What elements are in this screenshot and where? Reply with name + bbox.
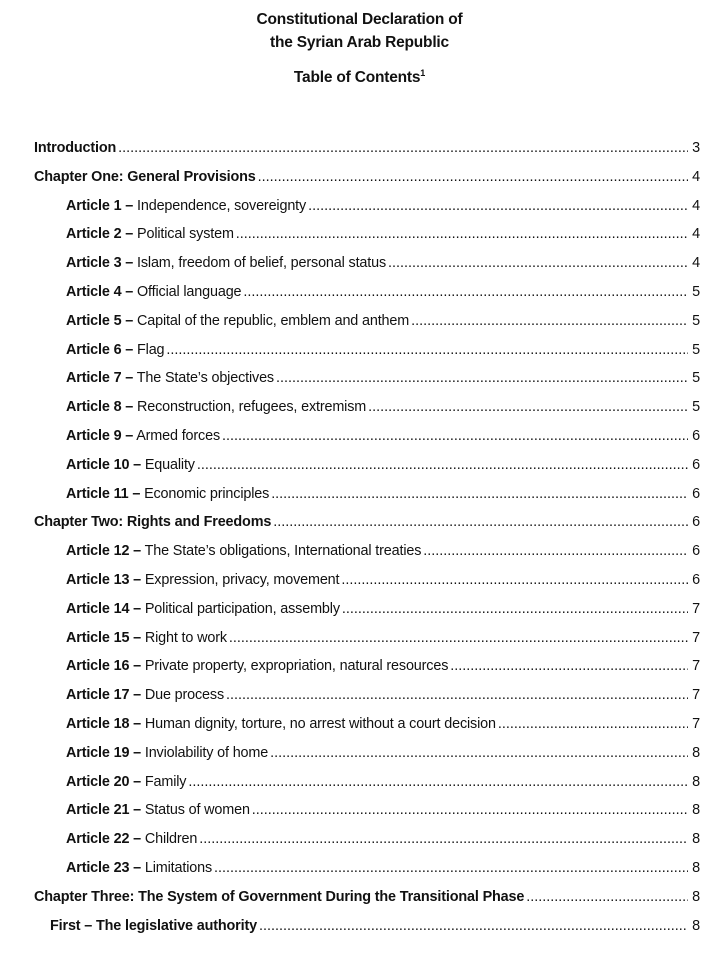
toc-entry-article[interactable] xyxy=(34,652,700,681)
toc-entry-title: Political system xyxy=(137,226,234,243)
toc-entry-page: 4 xyxy=(692,168,700,185)
toc-entry-label: Introduction xyxy=(34,140,117,156)
toc-entry-page: 8 xyxy=(692,888,700,905)
toc-entry-article[interactable] xyxy=(34,451,700,480)
toc-entry-page: 7 xyxy=(692,687,700,704)
toc-leader-dots xyxy=(243,278,688,307)
toc-entry-title: Family xyxy=(144,773,187,790)
toc-entry-page: 8 xyxy=(692,802,700,819)
toc-entry-label xyxy=(66,710,496,739)
toc-entry-number: Article 16 – xyxy=(66,658,141,675)
toc-entry-page: 6 xyxy=(692,456,700,473)
toc-leader-dots xyxy=(199,825,688,854)
toc-leader-dots xyxy=(423,537,688,566)
toc-entry-title: The State’s objectives xyxy=(136,370,274,387)
toc-leader-dots xyxy=(273,508,688,537)
toc-entry-title: Private property, expropriation, natural resources xyxy=(144,658,449,675)
toc-entry-title: Inviolability of home xyxy=(144,744,269,761)
toc-leader-dots xyxy=(222,422,688,451)
toc-entry-page: 4 xyxy=(692,197,700,214)
toc-entry-title: Economic principles xyxy=(144,485,270,502)
toc-entry-page: 6 xyxy=(692,543,700,560)
toc-entry-article[interactable] xyxy=(34,854,700,883)
toc-entry-label xyxy=(66,364,274,393)
toc-entry-article[interactable] xyxy=(34,393,700,422)
toc-leader-dots xyxy=(252,796,688,825)
toc-leader-dots xyxy=(188,768,688,797)
toc-entry-page: 5 xyxy=(692,370,700,387)
toc-entry-number: Article 1 – xyxy=(66,197,134,214)
toc-entry-label xyxy=(66,480,269,509)
toc-entry-label xyxy=(66,796,250,825)
toc-entry-page: 7 xyxy=(692,715,700,732)
toc-leader-dots xyxy=(276,364,688,393)
toc-entry-number: Article 23 – xyxy=(66,859,141,876)
toc-entry-label xyxy=(66,537,421,566)
toc-entry-section[interactable] xyxy=(34,912,700,941)
toc-leader-dots xyxy=(118,134,688,163)
toc-entry-title: Armed forces xyxy=(136,427,220,444)
toc-entry-number: Article 2 – xyxy=(66,226,134,243)
toc-entry-page: 8 xyxy=(692,859,700,876)
toc-entry-label xyxy=(66,336,164,365)
toc-entry-article[interactable] xyxy=(34,566,700,595)
toc-entry-article[interactable] xyxy=(34,192,700,221)
toc-entry-article[interactable] xyxy=(34,710,700,739)
toc-entry-number: Article 22 – xyxy=(66,831,141,848)
toc-entry-section[interactable] xyxy=(34,508,700,537)
toc-entry-label xyxy=(66,825,197,854)
toc-leader-dots xyxy=(342,595,688,624)
toc-entry-title: Due process xyxy=(144,687,224,704)
toc-entry-label xyxy=(66,624,227,653)
toc-entry-article[interactable] xyxy=(34,307,700,336)
toc-leader-dots xyxy=(450,652,688,681)
toc-entry-number: Article 17 – xyxy=(66,687,141,704)
table-of-contents xyxy=(34,134,700,940)
toc-entry-label xyxy=(66,278,241,307)
toc-entry-title: Status of women xyxy=(144,802,250,819)
toc-entry-label xyxy=(66,854,212,883)
toc-entry-page: 6 xyxy=(692,514,700,531)
toc-entry-title: Flag xyxy=(137,341,165,358)
toc-leader-dots xyxy=(368,393,688,422)
toc-leader-dots xyxy=(388,249,688,278)
toc-entry-article[interactable] xyxy=(34,249,700,278)
document-title-line-1: Constitutional Declaration of xyxy=(256,11,463,28)
toc-leader-dots xyxy=(526,883,688,912)
document-header xyxy=(0,8,719,87)
toc-entry-section[interactable] xyxy=(34,163,700,192)
toc-leader-dots xyxy=(308,192,688,221)
toc-entry-page: 8 xyxy=(692,773,700,790)
toc-entry-page: 3 xyxy=(692,140,700,156)
toc-entry-title: Capital of the republic, emblem and anthem xyxy=(137,312,410,329)
toc-leader-dots xyxy=(270,739,688,768)
toc-entry-number: Article 4 – xyxy=(66,283,134,300)
toc-leader-dots xyxy=(498,710,688,739)
toc-entry-number: Article 21 – xyxy=(66,802,141,819)
toc-entry-title: Reconstruction, refugees, extremism xyxy=(137,399,367,416)
footnote-marker: 1 xyxy=(420,67,426,78)
toc-entry-page: 6 xyxy=(692,485,700,502)
toc-entry-article[interactable] xyxy=(34,364,700,393)
toc-entry-page: 6 xyxy=(692,571,700,588)
toc-heading-text: Table of Contents xyxy=(293,69,421,86)
toc-leader-dots xyxy=(259,912,688,941)
toc-entry-page: 8 xyxy=(692,831,700,848)
toc-entry-section[interactable] xyxy=(34,883,700,912)
toc-entry-number: Article 20 – xyxy=(66,773,141,790)
toc-entry-number: Article 8 – xyxy=(66,399,134,416)
toc-entry-title: Islam, freedom of belief, personal status xyxy=(137,255,387,272)
toc-entry-page: 5 xyxy=(692,399,700,416)
document-title-line-2: the Syrian Arab Republic xyxy=(270,34,449,51)
toc-entry-page: 4 xyxy=(692,226,700,243)
toc-entry-article[interactable] xyxy=(34,278,700,307)
toc-entry-number: Article 6 – xyxy=(66,341,134,358)
toc-entry-number: Article 12 – xyxy=(66,543,141,560)
toc-entry-label xyxy=(66,652,448,681)
toc-leader-dots xyxy=(214,854,688,883)
toc-leader-dots xyxy=(226,681,688,710)
toc-entry-article[interactable] xyxy=(34,336,700,365)
toc-entry-label xyxy=(66,192,306,221)
toc-entry-number: Article 14 – xyxy=(66,600,141,617)
toc-entry-label xyxy=(66,566,339,595)
toc-leader-dots xyxy=(197,451,688,480)
toc-entry-page: 5 xyxy=(692,283,700,300)
toc-leader-dots xyxy=(258,163,688,192)
toc-entry-label: First – The legislative authority xyxy=(50,917,257,934)
toc-entry-page: 5 xyxy=(692,341,700,358)
toc-entry-page: 6 xyxy=(692,427,700,444)
toc-entry-number: Article 7 – xyxy=(66,370,134,387)
toc-entry-number: Article 3 – xyxy=(66,255,134,272)
toc-entry-number: Article 13 – xyxy=(66,571,141,588)
toc-entry-article[interactable] xyxy=(34,768,700,797)
toc-entry-title: Equality xyxy=(144,456,195,473)
toc-entry-article[interactable] xyxy=(34,739,700,768)
toc-entry-label xyxy=(66,393,366,422)
toc-entry-page: 7 xyxy=(692,600,700,617)
toc-entry-page: 8 xyxy=(692,917,700,934)
toc-entry-article[interactable] xyxy=(34,796,700,825)
toc-entry-label xyxy=(66,422,220,451)
toc-entry-title: Human dignity, torture, no arrest without a court decision xyxy=(144,715,496,732)
toc-entry-page: 5 xyxy=(692,312,700,329)
toc-entry-number: Article 10 – xyxy=(66,456,141,473)
toc-entry-label xyxy=(66,768,186,797)
toc-entry-label xyxy=(66,220,234,249)
toc-entry-article[interactable] xyxy=(34,220,700,249)
toc-entry-number: Article 9 – xyxy=(66,427,134,444)
toc-entry-label: Chapter One: General Provisions xyxy=(34,168,256,185)
toc-entry-article[interactable] xyxy=(34,537,700,566)
toc-entry-title: Official language xyxy=(137,283,242,300)
toc-entry-number: Article 18 – xyxy=(66,715,141,732)
toc-entry-label xyxy=(66,451,195,480)
toc-entry-label xyxy=(66,739,268,768)
toc-leader-dots xyxy=(411,307,688,336)
toc-entry-article[interactable] xyxy=(34,595,700,624)
toc-entry-number: Article 5 – xyxy=(66,312,134,329)
toc-entry-article[interactable] xyxy=(34,480,700,509)
toc-entry-section[interactable] xyxy=(34,134,700,163)
toc-entry-title: Independence, sovereignty xyxy=(137,197,307,214)
toc-entry-page: 7 xyxy=(692,658,700,675)
toc-entry-label xyxy=(66,595,340,624)
toc-entry-title: Children xyxy=(144,831,198,848)
toc-leader-dots xyxy=(271,480,688,509)
toc-entry-number: Article 11 – xyxy=(66,485,141,502)
toc-entry-page: 4 xyxy=(692,255,700,272)
toc-entry-label: Chapter Three: The System of Government During the Transitional Phase xyxy=(34,888,525,905)
toc-entry-label xyxy=(66,307,409,336)
toc-entry-label xyxy=(66,681,224,710)
toc-leader-dots xyxy=(229,624,688,653)
toc-entry-title: Right to work xyxy=(144,629,227,646)
toc-leader-dots xyxy=(236,220,688,249)
toc-entry-article[interactable] xyxy=(34,681,700,710)
toc-entry-article[interactable] xyxy=(34,825,700,854)
toc-entry-number: Article 19 – xyxy=(66,744,141,761)
toc-entry-page: 8 xyxy=(692,744,700,761)
toc-entry-label xyxy=(66,249,386,278)
toc-entry-article[interactable] xyxy=(34,624,700,653)
toc-entry-label: Chapter Two: Rights and Freedoms xyxy=(34,514,272,531)
toc-entry-page: 7 xyxy=(692,629,700,646)
toc-entry-title: Limitations xyxy=(144,859,212,876)
toc-entry-number: Article 15 – xyxy=(66,629,141,646)
toc-leader-dots xyxy=(166,336,688,365)
toc-entry-article[interactable] xyxy=(34,422,700,451)
toc-entry-title: Expression, privacy, movement xyxy=(144,571,340,588)
toc-entry-title: The State’s obligations, International treaties xyxy=(144,543,422,560)
toc-leader-dots xyxy=(341,566,688,595)
toc-entry-title: Political participation, assembly xyxy=(144,600,340,617)
toc-heading xyxy=(0,69,719,87)
